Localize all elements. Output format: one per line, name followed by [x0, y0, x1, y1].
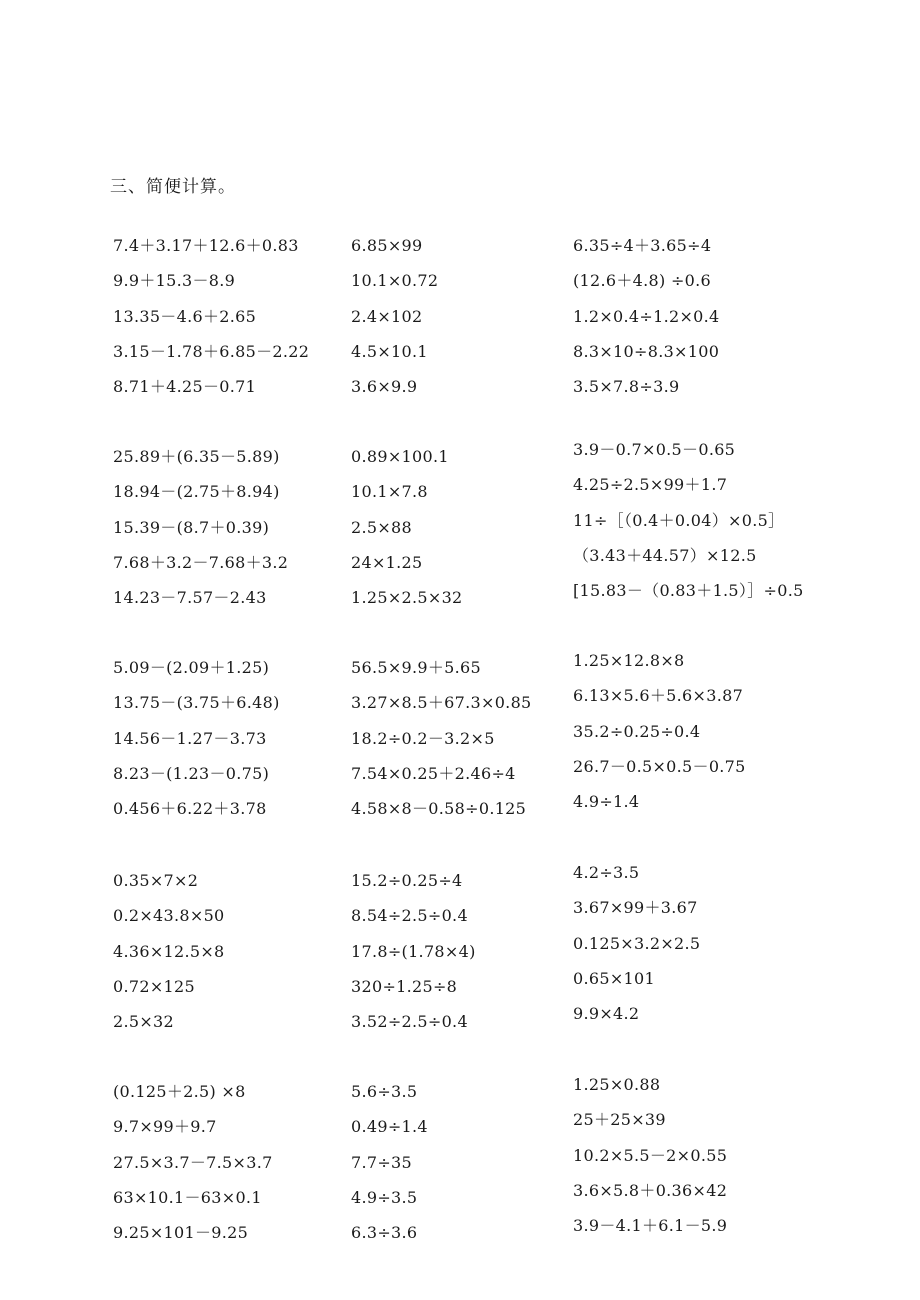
problem-item: 6.35÷4＋3.65÷4	[573, 236, 712, 255]
problem-item: 24×1.25	[351, 552, 423, 572]
problem-item: 8.54÷2.5÷0.4	[351, 906, 468, 926]
problem-item: 14.23－7.57－2.43	[113, 588, 267, 608]
problem-item: 7.68＋3.2－7.68＋3.2	[113, 552, 289, 572]
problem-item: 15.2÷0.25÷4	[351, 871, 463, 890]
problem-item: 7.54×0.25＋2.46÷4	[351, 763, 516, 783]
problem-item: 56.5×9.9＋5.65	[351, 658, 482, 677]
problem-item: 3.6×9.9	[351, 377, 418, 397]
problem-item: 13.75－(3.75＋6.48)	[113, 693, 280, 713]
problem-item: 3.27×8.5＋67.3×0.85	[351, 693, 532, 713]
problem-item: 6.3÷3.6	[351, 1223, 418, 1243]
problem-item: 0.456＋6.22＋3.78	[113, 799, 267, 819]
problem-item: 10.2×5.5－2×0.55	[573, 1145, 728, 1165]
problem-item: 2.5×32	[113, 1012, 175, 1032]
problem-item: 3.67×99＋3.67	[573, 898, 698, 918]
problem-item: 2.5×88	[351, 517, 413, 537]
section-title: 三、简便计算。	[110, 177, 236, 197]
problem-item: 1.25×0.88	[573, 1075, 661, 1094]
problem-item: 7.7÷35	[351, 1152, 413, 1172]
problem-item: 4.9÷3.5	[351, 1187, 418, 1207]
problem-item: 17.8÷(1.78×4)	[351, 941, 476, 961]
problem-item: 4.5×10.1	[351, 341, 428, 361]
problem-item: 5.6÷3.5	[351, 1082, 418, 1101]
problem-item: 0.65×101	[573, 968, 655, 988]
problem-item: 18.2÷0.2－3.2×5	[351, 728, 495, 748]
problem-item: 3.9－4.1＋6.1－5.9	[573, 1216, 728, 1236]
problem-item: 6.13×5.6＋5.6×3.87	[573, 686, 744, 706]
problem-item: 8.23－(1.23－0.75)	[113, 763, 270, 783]
problem-item: (12.6＋4.8) ÷0.6	[573, 271, 711, 291]
problem-item: 0.72×125	[113, 976, 195, 996]
problem-item: 3.9－0.7×0.5－0.65	[573, 440, 736, 459]
problem-item: 14.56－1.27－3.73	[113, 728, 267, 748]
problem-item: 25.89＋(6.35－5.89)	[113, 447, 280, 466]
problem-item: 63×10.1－63×0.1	[113, 1187, 262, 1207]
problem-item: 3.5×7.8÷3.9	[573, 377, 680, 397]
problem-item: 3.15－1.78＋6.85－2.22	[113, 341, 310, 361]
problem-item: 320÷1.25÷8	[351, 976, 458, 996]
problem-item: 9.25×101－9.25	[113, 1223, 249, 1243]
problem-item: 3.6×5.8＋0.36×42	[573, 1180, 728, 1200]
problem-item: 35.2÷0.25÷0.4	[573, 721, 701, 741]
problem-item: 7.4＋3.17＋12.6＋0.83	[113, 236, 299, 255]
problem-item: 0.35×7×2	[113, 871, 199, 890]
problem-item: 3.52÷2.5÷0.4	[351, 1012, 468, 1032]
problem-item: 27.5×3.7－7.5×3.7	[113, 1152, 273, 1172]
problem-item: (0.125＋2.5) ×8	[113, 1082, 246, 1101]
problem-item: 6.85×99	[351, 236, 423, 255]
problem-item: 15.39－(8.7＋0.39)	[113, 517, 270, 537]
problem-item: 0.2×43.8×50	[113, 906, 225, 926]
problem-item: 4.9÷1.4	[573, 792, 640, 812]
problem-item: 11÷［（0.4＋0.04）×0.5］	[573, 510, 785, 530]
problem-item: （3.43＋44.57）×12.5	[573, 545, 757, 565]
problem-item: 25＋25×39	[573, 1110, 666, 1130]
problem-item: 4.36×12.5×8	[113, 941, 225, 961]
problem-item: 5.09－(2.09＋1.25)	[113, 658, 270, 677]
problem-item: 10.1×0.72	[351, 271, 439, 291]
problem-item: 1.25×2.5×32	[351, 588, 463, 608]
problem-item: 9.9×4.2	[573, 1004, 640, 1024]
problem-item: 13.35－4.6＋2.65	[113, 306, 257, 326]
problem-item: 4.2÷3.5	[573, 863, 640, 882]
problem-item: 0.49÷1.4	[351, 1117, 428, 1137]
problem-item: 26.7－0.5×0.5－0.75	[573, 756, 746, 776]
problem-item: 8.3×10÷8.3×100	[573, 341, 720, 361]
problem-item: 9.7×99＋9.7	[113, 1117, 217, 1137]
problem-item: 4.25÷2.5×99＋1.7	[573, 475, 728, 495]
problem-item: 8.71＋4.25－0.71	[113, 377, 257, 397]
problem-item: 1.25×12.8×8	[573, 651, 685, 670]
problem-item: 4.58×8－0.58÷0.125	[351, 799, 527, 819]
problem-item: 0.125×3.2×2.5	[573, 933, 701, 953]
problem-item: [15.83－（0.83＋1.5）］÷0.5	[573, 581, 804, 601]
problem-item: 0.89×100.1	[351, 447, 449, 466]
problem-item: 1.2×0.4÷1.2×0.4	[573, 306, 720, 326]
problem-item: 9.9＋15.3－8.9	[113, 271, 236, 291]
problem-item: 10.1×7.8	[351, 482, 428, 502]
problem-item: 18.94－(2.75＋8.94)	[113, 482, 280, 502]
problem-item: 2.4×102	[351, 306, 423, 326]
